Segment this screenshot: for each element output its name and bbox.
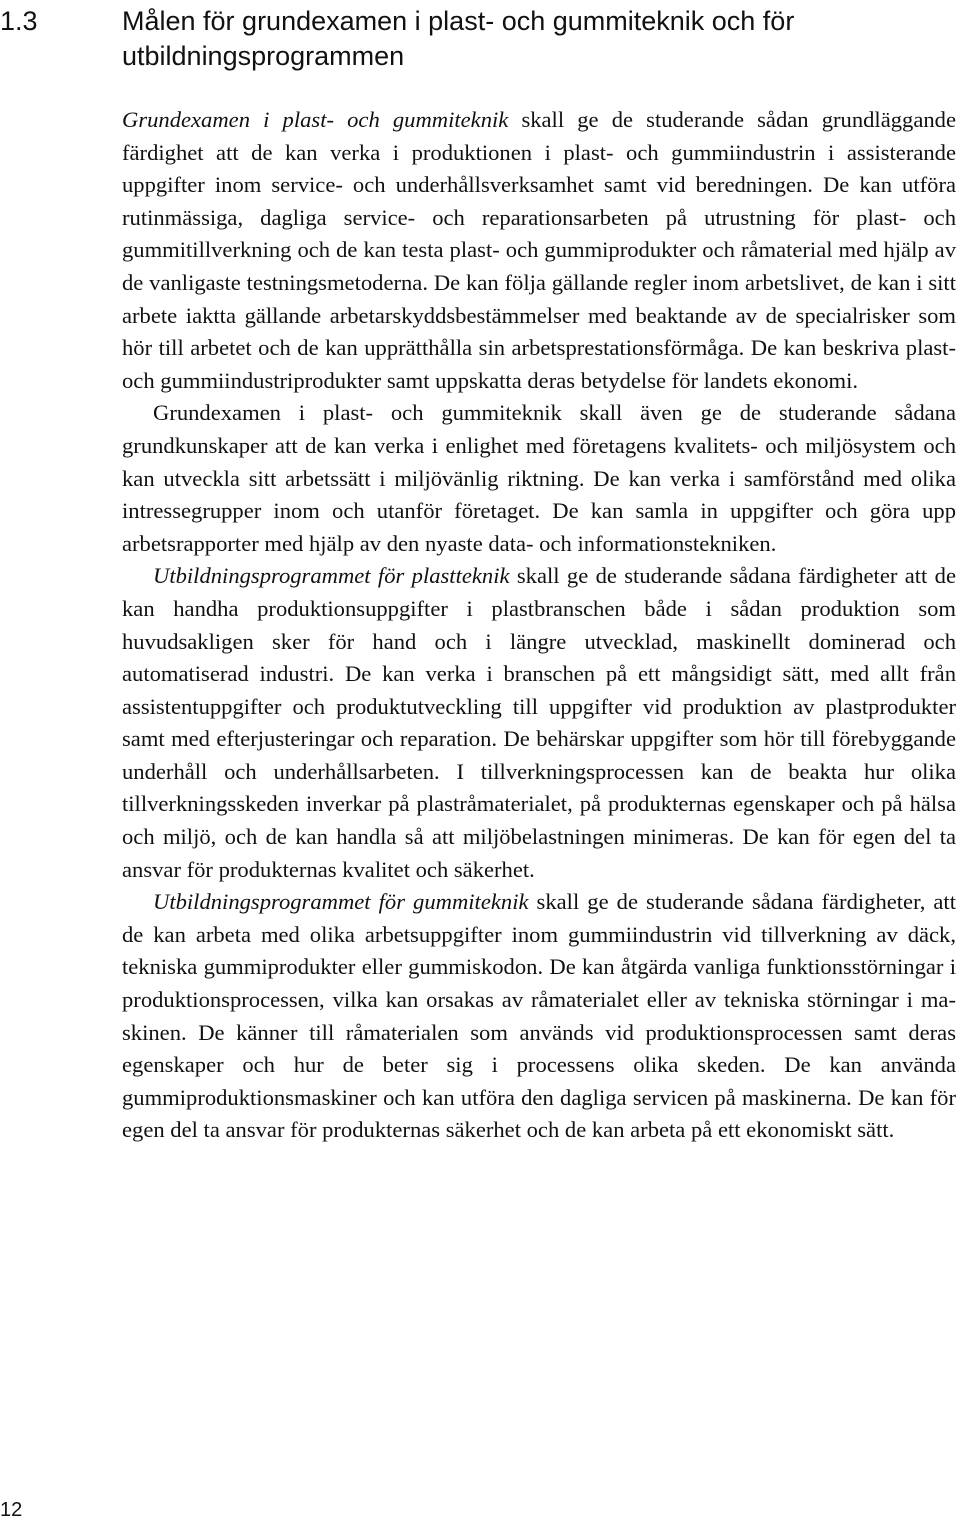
body-text (122, 104, 956, 1147)
paragraph-text: Grundexamen i plast- och gummiteknik skall även ge de studerande sådana grundkunskaper att de kan verka i enlighet med företagens kvalitets- och miljösystem och kan utveckla sitt arbetssätt i miljövänlig riktning. De kan verka i samförstånd med olika intressegrupper inom och utanför företaget. De kan samla in uppgifter och göra upp arbetsrapporter med hjälp av den nyaste data- och informationstekniken. (122, 400, 956, 556)
paragraph-lead: Grundexamen i plast- och gummiteknik (122, 107, 509, 132)
page-number: 12 (0, 1499, 23, 1521)
paragraph-gummiteknik (122, 886, 956, 1147)
paragraph-grundexamen-continued (122, 397, 956, 560)
paragraph-plastteknik (122, 560, 956, 886)
paragraph-text: skall ge de studerande sådan grundläggande färdighet att de kan verka i produktionen i plast- och gummiindustrin i assisterande uppgifter inom service- och underhållsverksamhet samt vid beredningen. De kan utföra rutinmässiga, dagliga service- och reparationsarbeten på utrustning för plast- och gummitillverkning och de kan testa plast- och gummiprodukter och råmaterial med hjälp av de vanligaste testningsmetoderna. De kan följa gällande regler inom arbetslivet, de kan i sitt arbete iaktta gällande arbetarskyddsbestämmelser med beaktande av de specialrisker som hör till arbetet och de kan upprätthålla sin arbetsprestationsförmåga. De kan beskriva plast- och gummiindustriprodukter samt uppskatta deras betydelse för landets ekonomi. (122, 107, 956, 393)
paragraph-grundexamen (122, 104, 956, 397)
section-title: Målen för grundexamen i plast- och gummiteknik och för utbildningsprogrammen (122, 6, 795, 71)
paragraph-text: skall ge de studerande sådana färdigheter, att de kan arbeta med olika arbetsuppgifter inom gummiindustrin vid tillverkning av däck, tekniska gummiprodukter eller gummiskodon. De kan åtgärda vanliga funktionsstörningar i produktionsprocessen, vilka kan orsakas av råmaterialet eller av tekniska störningar i maskinen. De känner till råmaterialen som används vid produktionsprocessen samt deras egenskaper och hur de beter sig i processens olika skeden. De kan använda gummiproduktionsmaskiner och kan utföra den dagliga servicen på maskinerna. De kan för egen del ta ansvar för produkternas säkerhet och de kan arbeta på ett ekonomiskt sätt. (122, 889, 956, 1143)
paragraph-text: skall ge de studerande sådana färdigheter att de kan handha produktionsuppgifter i plastbranschen både i sådan produktion som huvudsakligen sker för hand och i längre utvecklad, maskinellt dominerad och automatiserad industri. De kan verka i branschen på ett mångsidigt sätt, med allt från assistentuppgifter och produktutveckling till uppgifter vid produktion av plastprodukter samt med efterjusteringar och reparation. De behärskar uppgifter som hör till förebyggande underhåll och underhållsarbeten. I tillverkningsprocessen kan de beakta hur olika tillverkningsskeden inverkar på plastråmaterialet, på produkternas egenskaper och på hälsa och miljö, och de kan handla så att miljöbelastningen minimeras. De kan för egen del ta ansvar för produkternas kvalitet och säkerhet. (122, 563, 956, 882)
paragraph-lead: Utbildningsprogrammet för plastteknik (153, 563, 510, 589)
paragraph-lead: Utbildningsprogrammet för gummiteknik (153, 889, 529, 915)
section-number: 1.3 (0, 6, 38, 36)
